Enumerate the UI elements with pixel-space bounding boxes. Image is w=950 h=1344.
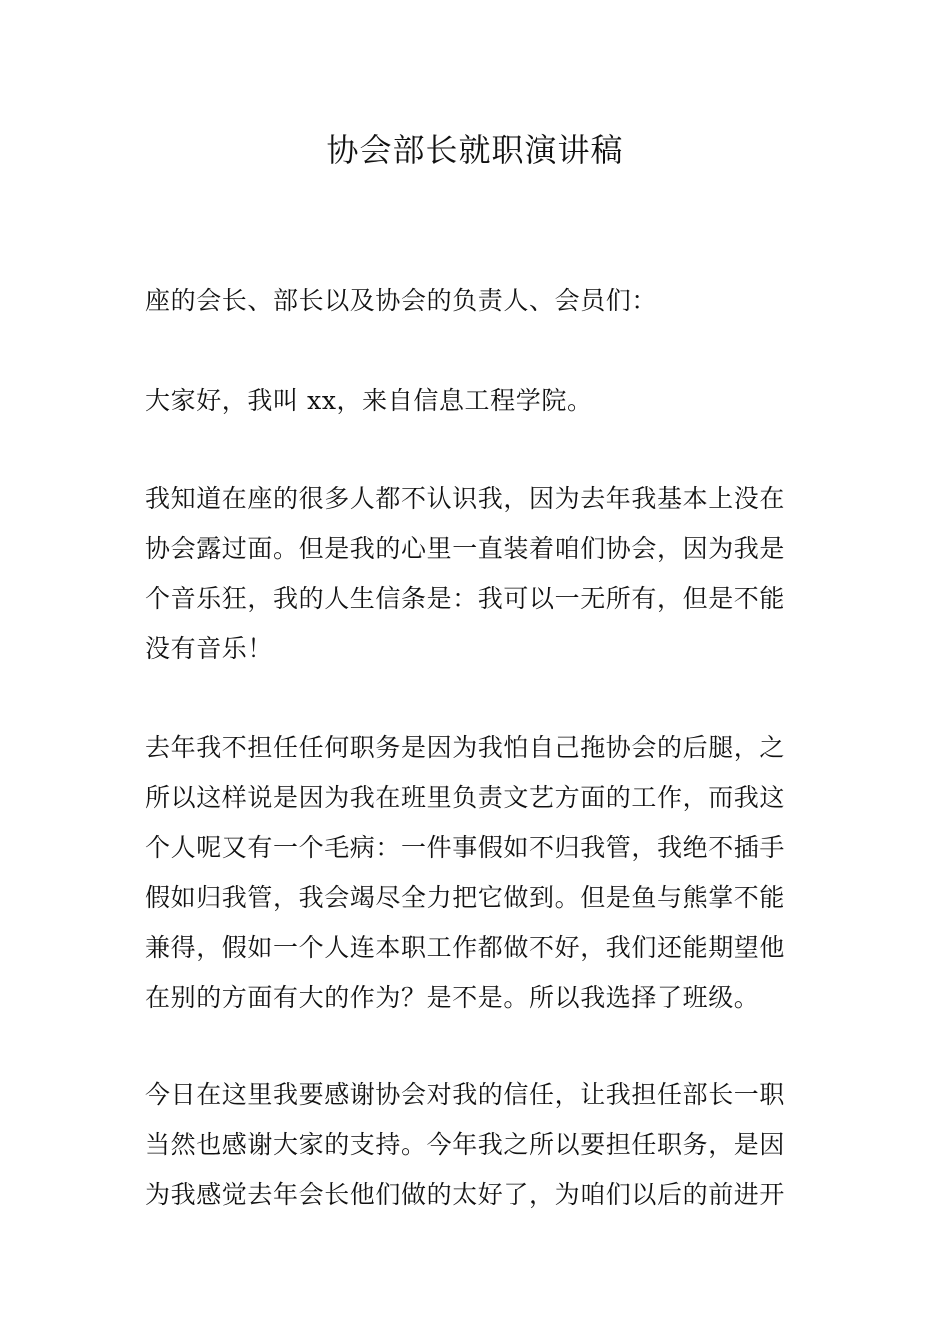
- paragraph-music-passion: [145, 474, 810, 674]
- paragraph-gratitude: [145, 1070, 810, 1220]
- document-title: 协会部长就职演讲稿: [326, 131, 624, 169]
- text-line: 个人呢又有一个毛病：一件事假如不归我管，我绝不插手: [145, 833, 786, 862]
- text-line: 所以这样说是因为我在班里负责文艺方面的工作，而我这: [145, 783, 786, 812]
- text-line: 座的会长、部长以及协会的负责人、会员们：: [145, 286, 658, 315]
- text-line: 兼得，假如一个人连本职工作都做不好，我们还能期望他: [145, 933, 786, 962]
- text-line: 假如归我管，我会竭尽全力把它做到。但是鱼与熊掌不能: [145, 883, 786, 912]
- text-line: 为我感觉去年会长他们做的太好了，为咱们以后的前进开: [145, 1180, 786, 1209]
- text-line: 在别的方面有大的作为？是不是。所以我选择了班级。: [145, 983, 760, 1012]
- text-line: 当然也感谢大家的支持。今年我之所以要担任职务，是因: [145, 1130, 786, 1159]
- text-line: 我知道在座的很多人都不认识我，因为去年我基本上没在: [145, 484, 786, 513]
- text-line: 去年我不担任任何职务是因为我怕自己拖协会的后腿，之: [145, 733, 786, 762]
- text-line: 今日在这里我要感谢协会对我的信任，让我担任部长一职: [145, 1080, 786, 1109]
- paragraph-introduction: [145, 376, 810, 426]
- paragraph-greeting: [145, 276, 810, 326]
- paragraph-last-year: [145, 723, 810, 1023]
- text-line: 大家好，我叫 xx，来自信息工程学院。: [145, 386, 593, 415]
- text-line: 个音乐狂，我的人生信条是：我可以一无所有，但是不能: [145, 584, 786, 613]
- text-line: 协会露过面。但是我的心里一直装着咱们协会，因为我是: [145, 534, 786, 563]
- text-line: 没有音乐！: [145, 634, 274, 663]
